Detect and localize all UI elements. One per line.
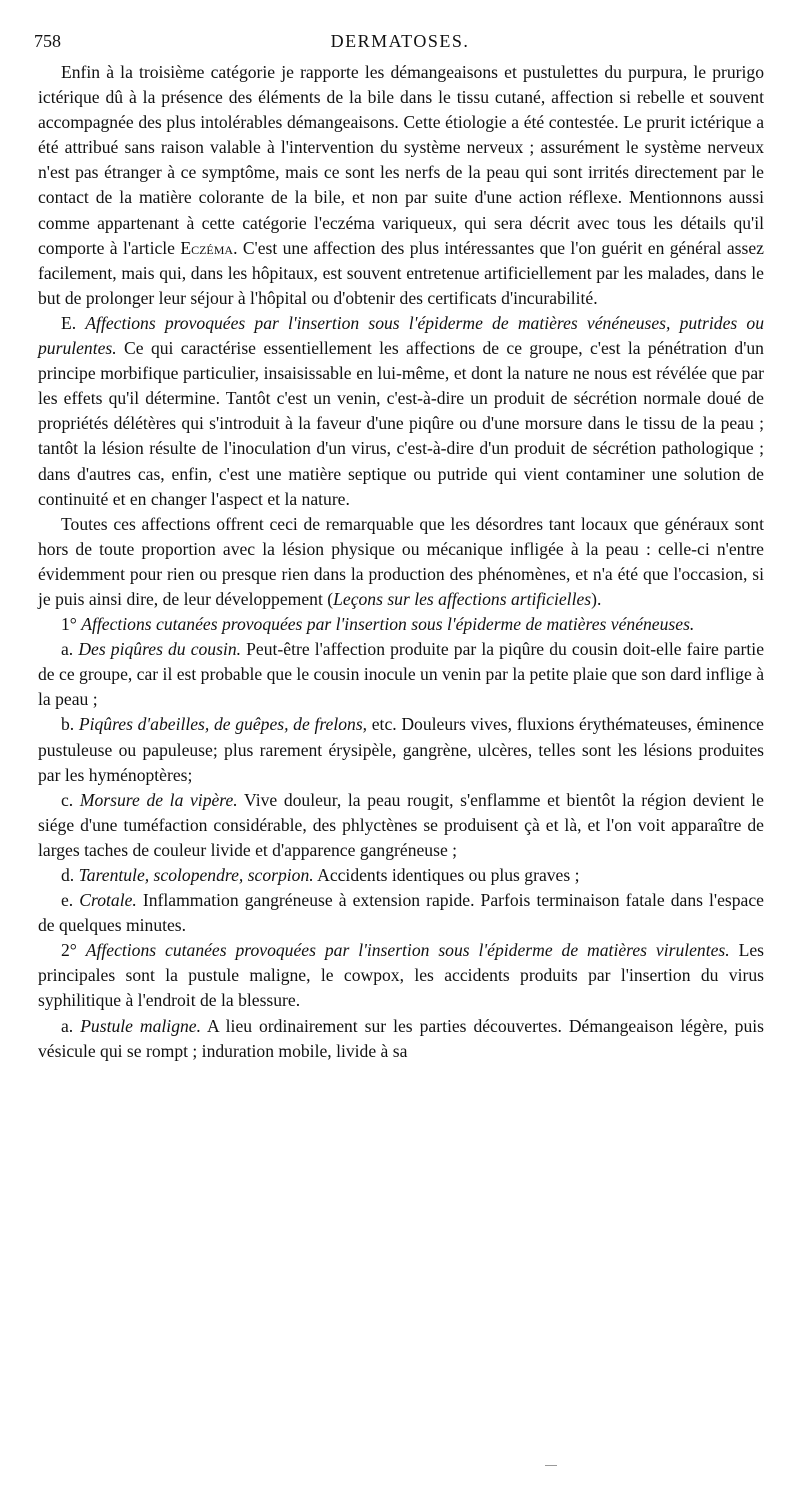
item-title: Tarentule, scolopendre, scorpion. (78, 865, 314, 885)
item-title: Crotale. (79, 890, 137, 911)
item-title: Piqûres d'abeilles, de guêpes, de frelons, (78, 714, 368, 735)
item-a-cousin: a. Des piqûres du cousin. Peut-être l'affection produite par la piqûre du cousin doit-elle faire partie de ce groupe, car il est probable que le cousin inocule un venin par la petite plaie que son dard inflige à la peau ; (38, 639, 765, 710)
item-b-abeilles: b. Piqûres d'abeilles, de guêpes, de frelons, etc. Douleurs vives, fluxions érythémateuses, éminence pustuleuse ou papuleuse; plus rarement érysipèle, gangrène, ulcères, telles sont les lésions produites par les hyménoptères; (38, 714, 764, 785)
item-d-tarentule: d. Tarentule, scolopendre, scorpion. Accidents identiques ou plus graves ; (61, 865, 580, 885)
running-title: DERMATOSES. (330, 31, 470, 51)
subsection-title: Affections cutanées provoquées par l'insertion sous l'épiderme de matières vénéneuses. (81, 614, 695, 635)
body-text (38, 60, 764, 1064)
section-label: E. (61, 312, 77, 333)
item-a-pustule-maligne: a. Pustule maligne. A lieu ordinairement sur les parties découvertes. Démangeaison légère, puis vésicule qui se rompt ; induration mobile, livide à sa (38, 1015, 764, 1061)
footer-mark (545, 1465, 557, 1466)
item-e-crotale: e. Crotale. Inflammation gangréneuse à extension rapide. Parfois terminaison fatale dans l'espace de quelques minutes. (38, 890, 764, 936)
running-header (34, 28, 766, 54)
subsection-title: Affections cutanées provoquées par l'insertion sous l'épiderme de matières virulentes. (85, 940, 730, 961)
item-title: Morsure de la vipère. (79, 789, 238, 810)
section-e: E. Affections provoquées par l'insertion sous l'épiderme de matières vénéneuses, putrides ou purulentes. Ce qui caractérise essentiellement les affections de ce groupe, c'est la pénétration d'un principe morbifique particulier, insaisissable en lui-même, et dont la nature ne nous est révélée que par les effets qu'il détermine. Tantôt c'est un venin, c'est-à-dire un produit de sécrétion normale doué de propriétés délétères qui s'introduit à la faveur d'une piqûre ou d'une morsure dans le tissu de la peau ; tantôt la lésion résulte de l'inoculation d'un virus, c'est-à-dire d'un produit de sécrétion pathologique ; dans d'autres cas, enfin, c'est une matière septique ou putride qui vient contaminer une solution de continuité et en changer l'aspect et la nature. (38, 312, 764, 509)
subsection-1: 1° Affections cutanées provoquées par l'insertion sous l'épiderme de matières vénéneuses. (61, 614, 695, 635)
paragraph-remarks: Toutes ces affections offrent ceci de remarquable que les désordres tant locaux que généraux sont hors de toute proportion avec la lésion physique ou mécanique infligée à la peau : celle-ci n'entre évidemment pour rien ou presque rien dans la production des phénomènes, et n'a été que l'occasion, si je puis ainsi dire, de leur développement (Leçons sur les affections artificielles). (38, 513, 764, 609)
citation: Leçons sur les affections artificielles (333, 588, 592, 609)
subsection-2: 2° Affections cutanées provoquées par l'insertion sous l'épiderme de matières virulentes. Les principales sont la pustule maligne, le cowpox, les accidents produits par l'insertion du virus syphilitique à l'endroit de la blessure. (38, 940, 764, 1011)
paragraph-third-category: Enfin à la troisième catégorie je rapporte les démangeaisons et pustulettes du purpura, le prurigo ictérique dû à la présence des éléments de la bile dans le tissu cutané, affection si rebelle et souvent accompagnée des plus intolérables démangeaisons. Cette étiologie a été contestée. Le prurit ictérique a été attribué sans raison valable à l'intervention du système nerveux ; assurément le système nerveux n'est pas étranger à ce symptôme, mais ce sont les nerfs de la peau qui sont irrités directement par le contact de la matière colorante de la bile, et non par suite d'une action réflexe. Mentionnons aussi comme appartenant à cette catégorie l'eczéma variqueux, qui sera décrit avec tous les détails qu'il comporte à l'article Eczéma. C'est une affection des plus intéressantes que l'on guérit en général assez facilement, mais qui, dans les hôpitaux, est souvent entretenue artificiellement par les malades, dans le but de prolonger leur séjour à l'hôpital ou d'obtenir des certificats d'incurabilité. (38, 62, 764, 308)
section-title: Affections provoquées par l'insertion sous l'épiderme de matières vénéneuses, putrides ou purulentes. (38, 312, 764, 359)
item-title: Des piqûres du cousin. (78, 639, 242, 660)
item-c-vipere: c. Morsure de la vipère. Vive douleur, la peau rougit, s'enflamme et bientôt la région devient le siége d'une tuméfaction considérable, des phlyctènes se produisent çà et là, et l'on voit apparaître de larges taches de couleur livide et d'apparence gangréneuse ; (38, 789, 764, 860)
item-title: Pustule maligne. (80, 1015, 201, 1036)
article-reference-eczema: Eczéma (180, 237, 234, 258)
page-number: 758 (34, 31, 61, 51)
